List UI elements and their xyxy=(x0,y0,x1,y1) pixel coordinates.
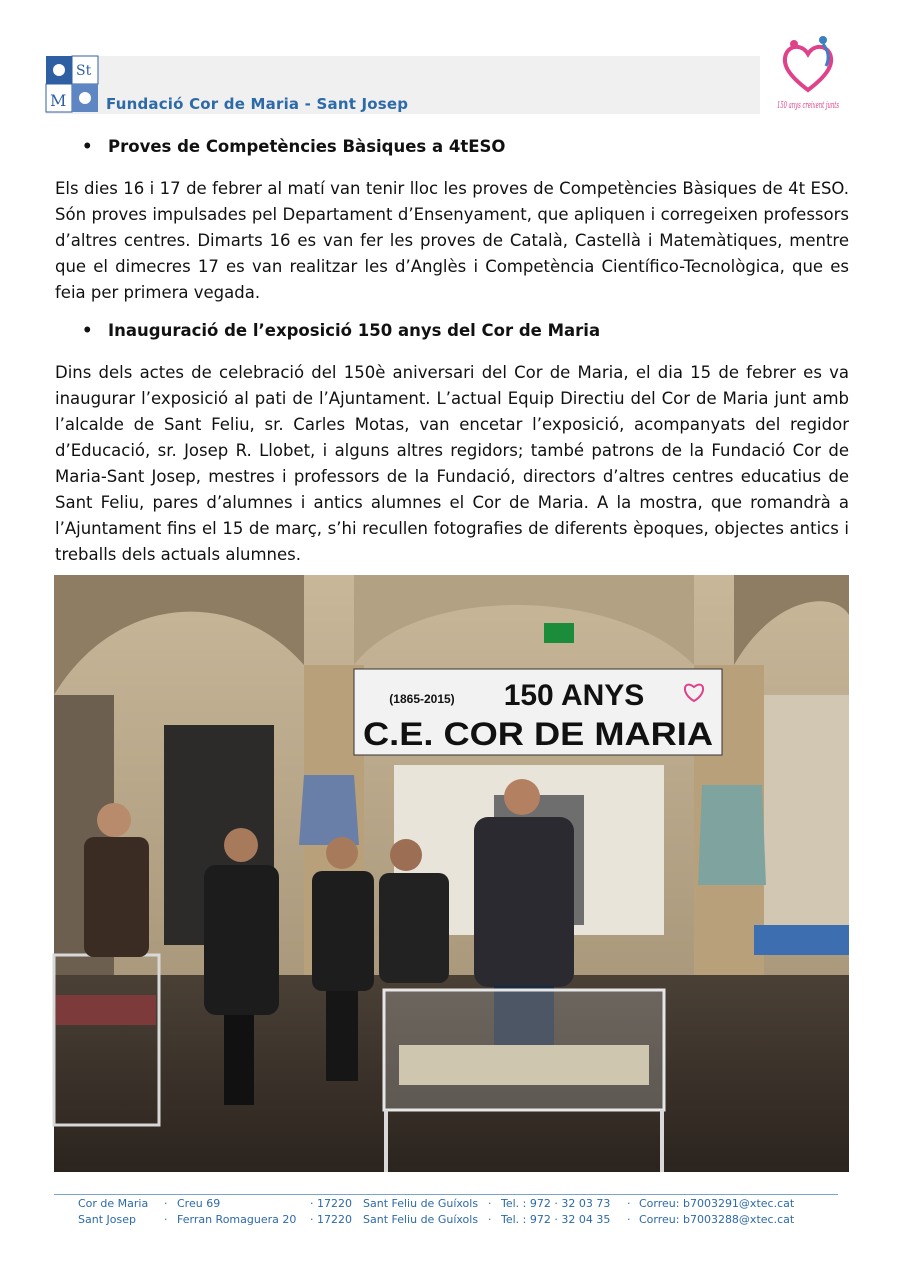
footer-email[interactable]: Correu: b7003291@xtec.cat xyxy=(639,1197,795,1210)
footer-sep: · xyxy=(627,1197,631,1210)
heading-text: Inauguració de l’exposició 150 anys del Cor de Maria xyxy=(108,321,601,340)
footer-email[interactable]: Correu: b7003288@xtec.cat xyxy=(639,1213,795,1226)
footer-city: Sant Feliu de Guíxols xyxy=(363,1213,479,1226)
footer-row-sant-josep xyxy=(78,1213,838,1229)
footer-sep: · xyxy=(310,1213,314,1226)
footer-sep: · xyxy=(310,1197,314,1210)
section-heading-exhibition xyxy=(82,321,600,340)
footer-street: Creu 69 xyxy=(177,1197,221,1210)
footer-postcode: 17220 xyxy=(317,1197,352,1210)
header-title: Fundació Cor de Maria - Sant Josep xyxy=(106,95,409,113)
exhibition-photo xyxy=(54,575,849,1172)
footer-postcode: 17220 xyxy=(317,1213,352,1226)
footer-name: Sant Josep xyxy=(78,1213,136,1226)
banner-line2: C.E. COR DE MARIA xyxy=(363,716,713,752)
footer-phone: Tel. : 972 · 32 04 35 xyxy=(501,1213,611,1226)
footer-sep: · xyxy=(488,1197,492,1210)
heading-text: Proves de Competències Bàsiques a 4tESO xyxy=(108,137,506,156)
logo-m-text: M xyxy=(50,91,67,110)
footer-sep: · xyxy=(164,1197,168,1210)
section-heading-competencies xyxy=(82,137,505,156)
footer xyxy=(78,1197,838,1229)
footer-street: Ferran Romaguera 20 xyxy=(177,1213,297,1226)
footer-sep: · xyxy=(164,1213,168,1226)
footer-row-cor-de-maria xyxy=(78,1197,838,1213)
banner-line1: 150 ANYS xyxy=(503,679,645,712)
paragraph-competencies: Els dies 16 i 17 de febrer al matí van tenir lloc les proves de Competències Bàsiques de 4t ESO. Són proves impulsades pel Departament d’Ensenyament, que apliquen i corregeixen professors d’altres centres. Dimarts 16 es van fer les proves de Català, Castellà i Matemàtiques, mentre que el dimecres 17 es van realitzar les d’Anglès i Competència Científico-Tecnològica, que es feia per primera vegada. xyxy=(55,179,849,302)
paragraph-exhibition: Dins dels actes de celebració del 150è aniversari del Cor de Maria, el dia 15 de febrer es va inaugurar l’exposició al pati de l’Ajuntament. L’actual Equip Directiu del Cor de Maria junt amb l’alcalde de Sant Feliu, sr. Carles Motas, van encetar l’exposició, acompanyats del regidor d’Educació, sr. Josep R. Llobet, i alguns altres regidors; també patrons de la Fundació Cor de Maria-Sant Josep, mestres i professors de la Fundació, directors d’altres centres educatius de Sant Feliu, pares d’alumnes i antics alumnes el Cor de Maria. A la mostra, que romandrà a l’Ajuntament fins el 15 de març, s’hi recullen fotografies de diferents èpoques, objectes antics i treballs dels actuals alumnes. xyxy=(55,363,849,564)
footer-sep: · xyxy=(488,1213,492,1226)
bullet-icon: • xyxy=(82,321,93,340)
footer-sep: · xyxy=(627,1213,631,1226)
bullet-icon: • xyxy=(82,137,93,156)
anniversary-logo xyxy=(768,30,848,122)
footer-phone: Tel. : 972 · 32 03 73 xyxy=(501,1197,611,1210)
footer-rule xyxy=(54,1194,838,1195)
footer-city: Sant Feliu de Guíxols xyxy=(363,1197,479,1210)
logo-150-text: 150 anys creixent junts xyxy=(777,101,840,111)
foundation-logo xyxy=(46,56,98,112)
banner-years: (1865-2015) xyxy=(389,692,455,706)
logo-st-text: St xyxy=(76,63,92,79)
footer-name: Cor de Maria xyxy=(78,1197,149,1210)
